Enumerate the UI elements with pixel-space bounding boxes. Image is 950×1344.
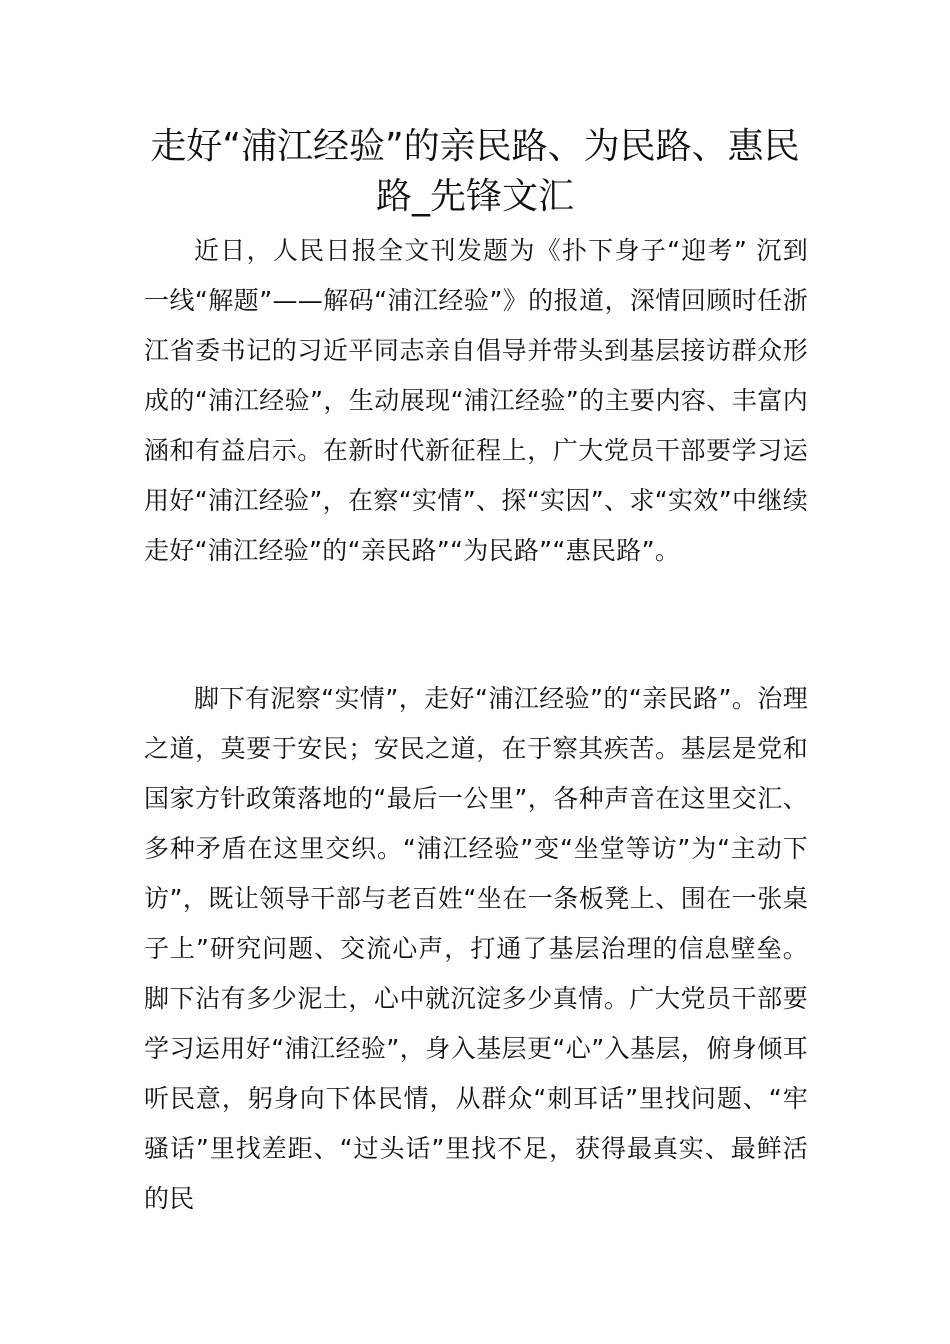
paragraph-section-1: 脚下有泥察“实情”，走好“浦江经验”的“亲民路”。治理之道，莫要于安民；安民之道，在于察其疾苦。基层是党和国家方针政策落地的“最后一公里”，各种声音在这里交汇、多种矛盾在这里交织。“浦江经验”变“坐堂等访”为“主动下访”，既让领导干部与老百姓“坐在一条板凳上、围在一张桌子上”研究问题、交流心声，打通了基层治理的信息壁垒。脚下沾有多少泥土，心中就沉淀多少真情。广大党员干部要学习运用好“浦江经验”，身入基层更“心”入基层，俯身倾耳听民意，躬身向下体民情，从群众“刺耳话”里找问题、“牢骚话”里找差距、“过头话”里找不足，获得最真实、最鲜活的民 xyxy=(144,684,808,1213)
document-title: 走好“浦江经验”的亲民路、为民路、惠民路_先锋文汇 xyxy=(150,126,800,217)
paragraph-intro: 近日，人民日报全文刊发题为《扑下身子“迎考” 沉到一线“解题”——解码“浦江经验”》的报道，深情回顾时任浙江省委书记的习近平同志亲自倡导并带头到基层接访群众形成的“浦江经验”，生动展现“浦江经验”的主要内容、丰富内涵和有益启示。在新时代新征程上，广大党员干部要学习运用好“浦江经验”，在察“实情”、探“实因”、求“实效”中继续走好“浦江经验”的“亲民路”“为民路”“惠民路”。 xyxy=(144,236,808,565)
